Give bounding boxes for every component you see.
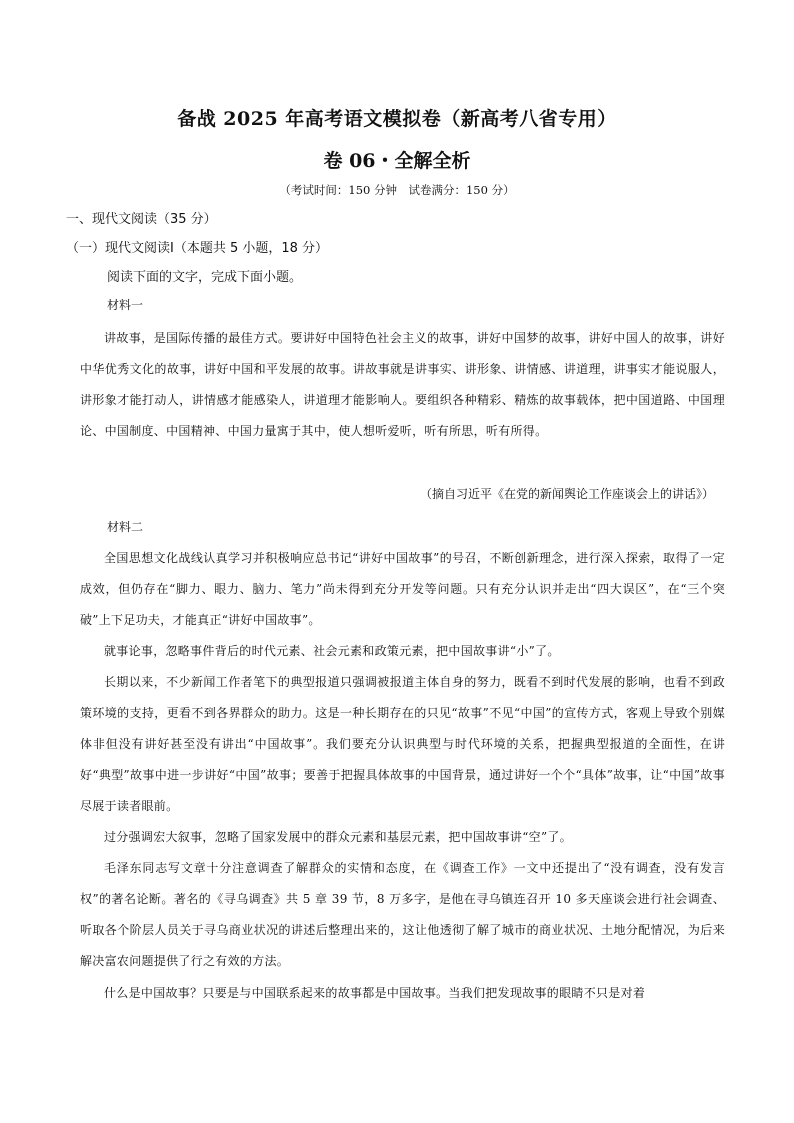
section-heading: 一、现代文阅读（35 分） <box>66 212 217 227</box>
material-1-source: （摘自习近平《在党的新闻舆论工作座谈会上的讲话》） <box>419 487 714 501</box>
material-2-paragraph: 全国思想文化战线认真学习并积极响应总书记“讲好中国故事”的号召，不断创新理念，进行深入探索，取得了一定成效，但仍存在“脚力、眼力、脑力、笔力”尚未得到充分开发等问题。只有充分认识并走出“四大误区”，在“三个突破”上下足功夫，才能真正“讲好中国故事”。 <box>80 551 725 627</box>
material-2-paragraph: 过分强调宏大叙事，忽略了国家发展中的群众元素和基层元素，把中国故事讲“空”了。 <box>104 830 572 844</box>
reading-instruction: 阅读下面的文字，完成下面小题。 <box>107 270 303 285</box>
material-2-paragraph: 毛泽东同志写文章十分注意调查了解群众的实情和态度，在《调查工作》一文中还提出了“没有调查，没有发言权”的著名论断。著名的《寻乌调查》共 5 章 39 节，8 万多字，是他在寻乌镇连召开 10 多天座谈会进行社会调查、听取各个阶层人员关于寻乌商业状况的讲述后整理出来的，这让他透彻了解了城市的商业状况、土地分配情况，为后来解决富农问题提供了行之有效的方法。 <box>80 861 725 968</box>
material-2-label: 材料二 <box>107 520 144 534</box>
sub-section-heading: （一）现代文阅读Ⅰ（本题共 5 小题，18 分） <box>66 241 329 256</box>
exam-info: （考试时间：150 分钟 试卷满分：150 分） <box>279 183 515 197</box>
material-1-paragraph: 讲故事，是国际传播的最佳方式。要讲好中国特色社会主义的故事，讲好中国梦的故事，讲好中国人的故事，讲好中华优秀文化的故事，讲好中国和平发展的故事。讲故事就是讲事实、讲形象、讲情感、讲道理，讲事实才能说服人，讲形象才能打动人，讲情感才能感染人，讲道理才能影响人。要组织各种精彩、精炼的故事载体，把中国道路、中国理论、中国制度、中国精神、中国力量寓于其中，使人想听爱听，听有所思，听有所得。 <box>80 331 725 438</box>
material-2-paragraph: 长期以来，不少新闻工作者笔下的典型报道只强调被报道主体自身的努力，既看不到时代发展的影响，也看不到政策环境的支持，更看不到各界群众的助力。这是一种长期存在的只见“故事”不见“中国”的宣传方式，客观上导致个别媒体非但没有讲好甚至没有讲出“中国故事”。我们要充分认识典型与时代环境的关系，把握典型报道的全面性，在讲好“典型”故事中进一步讲好“中国”故事；要善于把握具体故事的中国背景，通过讲好一个个“具体”故事，让“中国”故事尽展于读者眼前。 <box>80 675 725 813</box>
document-subtitle: 卷 06・全解全析 <box>323 150 471 172</box>
material-2-paragraph: 什么是中国故事？只要是与中国联系起来的故事都是中国故事。当我们把发现故事的眼睛不只是对着 <box>104 986 646 1000</box>
material-1-label: 材料一 <box>107 298 144 312</box>
document-title: 备战 2025 年高考语文模拟卷（新高考八省专用） <box>177 108 617 130</box>
material-2-paragraph: 就事论事，忽略事件背后的时代元素、社会元素和政策元素，把中国故事讲“小”了。 <box>104 644 560 658</box>
